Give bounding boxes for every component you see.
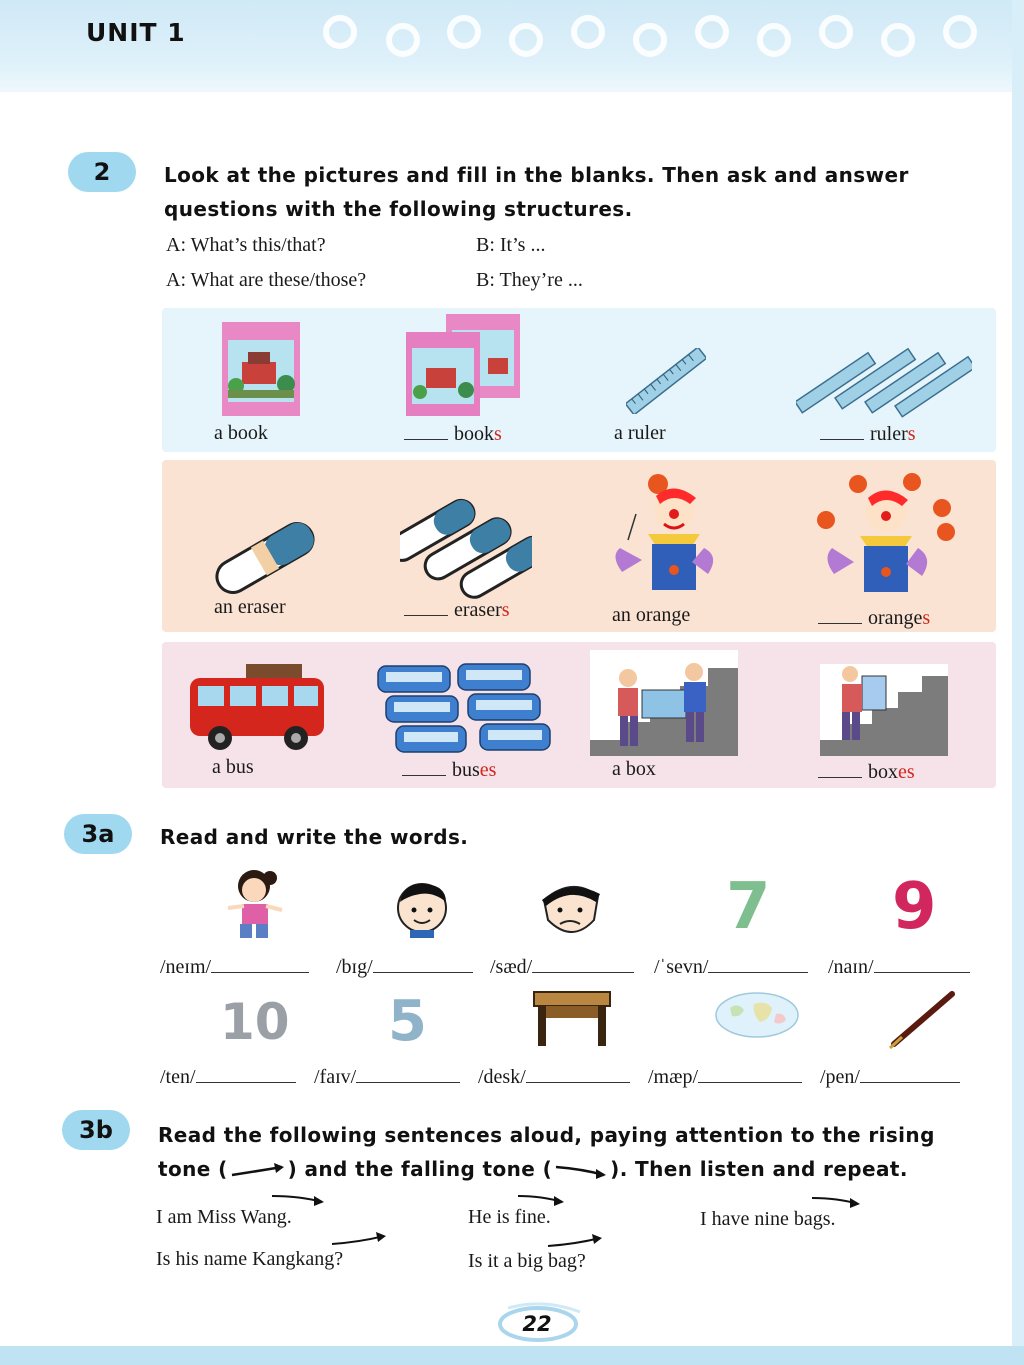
sentence-miss-wang: I am Miss Wang. xyxy=(156,1206,292,1228)
caption-oranges: oranges xyxy=(818,606,930,630)
caption-an-eraser: an eraser xyxy=(214,596,286,618)
caption-an-orange: an orange xyxy=(612,604,691,626)
pen-icon xyxy=(884,990,958,1050)
fill-blank[interactable] xyxy=(818,760,862,778)
map-icon xyxy=(714,990,800,1040)
fill-blank[interactable] xyxy=(402,758,446,776)
caption-a-box: a box xyxy=(612,758,656,780)
phonetic-desk: /desk/ xyxy=(478,1066,630,1089)
phonetic-seven: /ˈsevn/ xyxy=(654,956,808,979)
buses-icon xyxy=(372,660,554,756)
write-blank[interactable] xyxy=(698,1067,802,1083)
write-blank[interactable] xyxy=(196,1067,296,1083)
fill-blank[interactable] xyxy=(404,422,448,440)
section-3a-badge: 3a xyxy=(64,814,132,854)
structure-answer-2: B: They’re ... xyxy=(476,269,583,291)
digit-nine: 9 xyxy=(892,870,937,944)
page-number: 22 xyxy=(522,1312,552,1336)
falling-tone-arrow-icon xyxy=(516,1192,570,1208)
caption-books: books xyxy=(404,422,502,446)
book-icon xyxy=(222,322,302,418)
eraser-icon xyxy=(206,520,324,596)
falling-tone-arrow-icon xyxy=(810,1194,866,1210)
sentence-he-is-fine: He is fine. xyxy=(468,1206,551,1228)
section-2-instruction-line1: Look at the pictures and fill in the blanks. Then ask and answer xyxy=(164,163,909,187)
write-blank[interactable] xyxy=(211,957,309,973)
footer-band xyxy=(0,1346,1024,1365)
sentence-nine-bags: I have nine bags. xyxy=(700,1208,836,1230)
clown-oranges-icon xyxy=(810,472,956,602)
sentence-kangkang: Is his name Kangkang? xyxy=(156,1248,344,1270)
sad-face-icon xyxy=(536,880,606,940)
boy-face-icon xyxy=(390,878,454,938)
rising-tone-arrow-icon xyxy=(228,1161,288,1181)
books-icon xyxy=(406,314,522,418)
box-carry-icon xyxy=(590,650,738,756)
fill-blank[interactable] xyxy=(404,598,448,616)
fill-blank[interactable] xyxy=(820,422,864,440)
write-blank[interactable] xyxy=(860,1067,960,1083)
write-blank[interactable] xyxy=(526,1067,630,1083)
phonetic-map: /mæp/ xyxy=(648,1066,802,1089)
phonetic-big: /bɪg/ xyxy=(336,956,473,979)
bus-icon xyxy=(186,660,330,752)
write-blank[interactable] xyxy=(708,957,808,973)
digit-five: 5 xyxy=(388,989,427,1054)
section-3b-badge: 3b xyxy=(62,1110,130,1150)
desk-icon xyxy=(530,990,612,1048)
write-blank[interactable] xyxy=(356,1067,460,1083)
write-blank[interactable] xyxy=(373,957,473,973)
unit-title: UNIT 1 xyxy=(86,18,186,47)
sentence-big-bag: Is it a big bag? xyxy=(468,1250,586,1272)
section-3b-instruction-line2: tone ( ) and the falling tone ( ). Then listen and repeat. xyxy=(158,1157,908,1181)
rising-tone-arrow-icon xyxy=(330,1230,392,1248)
digit-ten: 10 xyxy=(220,993,290,1051)
caption-a-book: a book xyxy=(214,422,268,444)
falling-tone-arrow-icon xyxy=(270,1192,330,1208)
fill-blank[interactable] xyxy=(818,606,862,624)
caption-a-ruler: a ruler xyxy=(614,422,666,444)
caption-rulers: rulers xyxy=(820,422,916,446)
structure-answer-1: B: It’s ... xyxy=(476,234,546,256)
phonetic-ten: /ten/ xyxy=(160,1066,296,1089)
section-2-instruction-line2: questions with the following structures. xyxy=(164,197,633,221)
clown-orange-icon xyxy=(600,474,724,602)
erasers-icon xyxy=(400,488,532,600)
page-edge xyxy=(1012,0,1024,1365)
phonetic-nine: /naɪn/ xyxy=(828,956,970,979)
caption-buses: buses xyxy=(402,758,496,782)
structure-question-1: A: What’s this/that? xyxy=(166,234,326,256)
rulers-icon xyxy=(796,344,972,420)
phonetic-name: /neɪm/ xyxy=(160,956,309,979)
section-2-badge: 2 xyxy=(68,152,136,192)
phonetic-five: /faɪv/ xyxy=(314,1066,460,1089)
write-blank[interactable] xyxy=(532,957,634,973)
structure-question-2: A: What are these/those? xyxy=(166,269,367,291)
rising-tone-arrow-icon xyxy=(546,1232,608,1250)
decorative-rings xyxy=(318,10,1018,60)
digit-seven: 7 xyxy=(726,870,771,944)
phonetic-sad: /sæd/ xyxy=(490,956,634,979)
falling-tone-arrow-icon xyxy=(552,1161,610,1181)
girl-icon xyxy=(218,866,290,942)
section-3b-instruction-line1: Read the following sentences aloud, paying attention to the rising xyxy=(158,1123,935,1147)
write-blank[interactable] xyxy=(874,957,970,973)
boxes-carry-icon xyxy=(820,664,948,756)
ruler-icon xyxy=(626,348,706,414)
caption-erasers: erasers xyxy=(404,598,510,622)
section-3a-instruction: Read and write the words. xyxy=(160,825,469,849)
phonetic-pen: /pen/ xyxy=(820,1066,960,1089)
caption-a-bus: a bus xyxy=(212,756,254,778)
caption-boxes: boxes xyxy=(818,760,915,784)
